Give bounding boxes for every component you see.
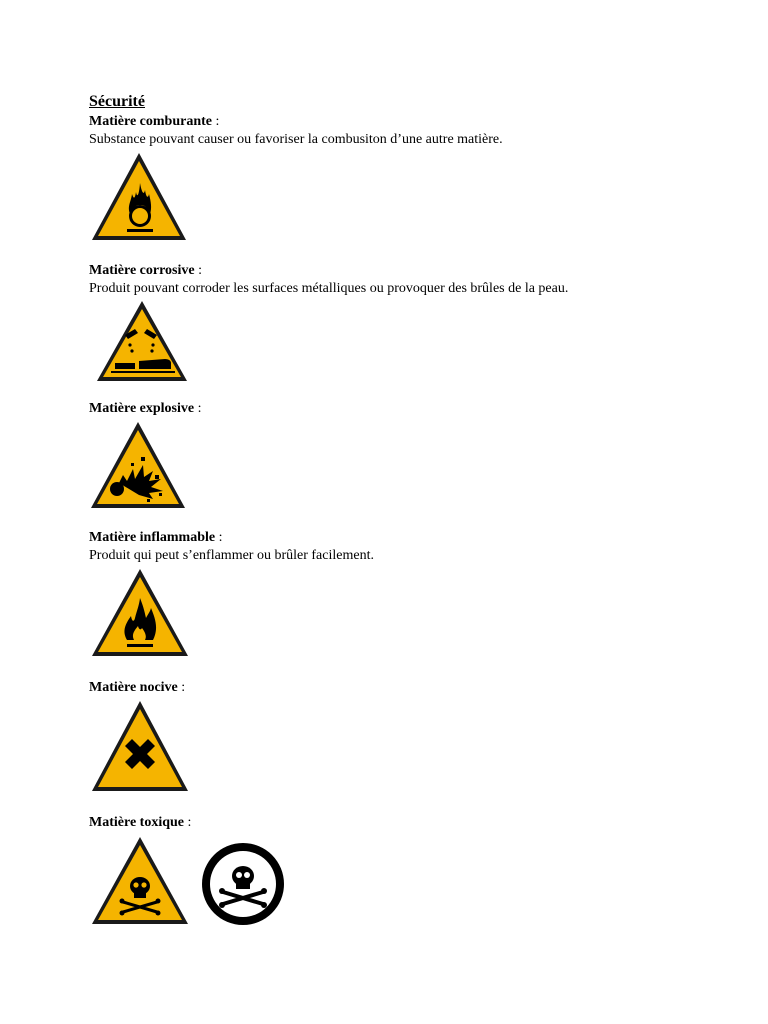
oxidizing-flame-over-circle-icon	[89, 150, 189, 244]
section-heading-corrosive	[89, 263, 202, 279]
heading-separator: :	[211, 114, 220, 129]
heading-separator: :	[184, 815, 192, 830]
heading-text: Matière explosive	[89, 401, 195, 416]
toxic-skull-triangle-icon	[89, 834, 191, 928]
section-heading-inflammable	[89, 530, 223, 546]
section-description-comburante: Substance pouvant causer ou favoriser la combusiton d’une autre matière.	[89, 132, 503, 147]
heading-text: Matière inflammable	[89, 530, 216, 545]
heading-separator: :	[194, 263, 202, 278]
heading-text: Matière nocive	[89, 680, 178, 695]
section-description-inflammable: Produit qui peut s’enflammer ou brûler facilement.	[89, 548, 374, 563]
heading-separator: :	[215, 530, 223, 545]
section-heading-nocive	[89, 680, 185, 696]
heading-text: Matière comburante	[89, 114, 212, 129]
section-description-corrosive: Produit pouvant corroder les surfaces métalliques ou provoquer des brûles de la peau.	[89, 281, 569, 296]
section-heading-explosive	[89, 401, 202, 417]
section-heading-comburante	[89, 114, 219, 130]
page-title: Sécurité	[89, 93, 145, 110]
corrosive-liquid-on-hand-icon	[95, 299, 189, 384]
toxic-skull-circle-icon	[199, 840, 287, 928]
heading-text: Matière toxique	[89, 815, 184, 830]
exploding-bomb-icon	[89, 419, 187, 511]
flame-icon	[89, 566, 191, 660]
heading-separator: :	[177, 680, 186, 695]
heading-text: Matière corrosive	[89, 263, 195, 278]
heading-separator: :	[194, 401, 202, 416]
harmful-cross-icon	[89, 698, 191, 795]
section-heading-toxique	[89, 815, 191, 831]
